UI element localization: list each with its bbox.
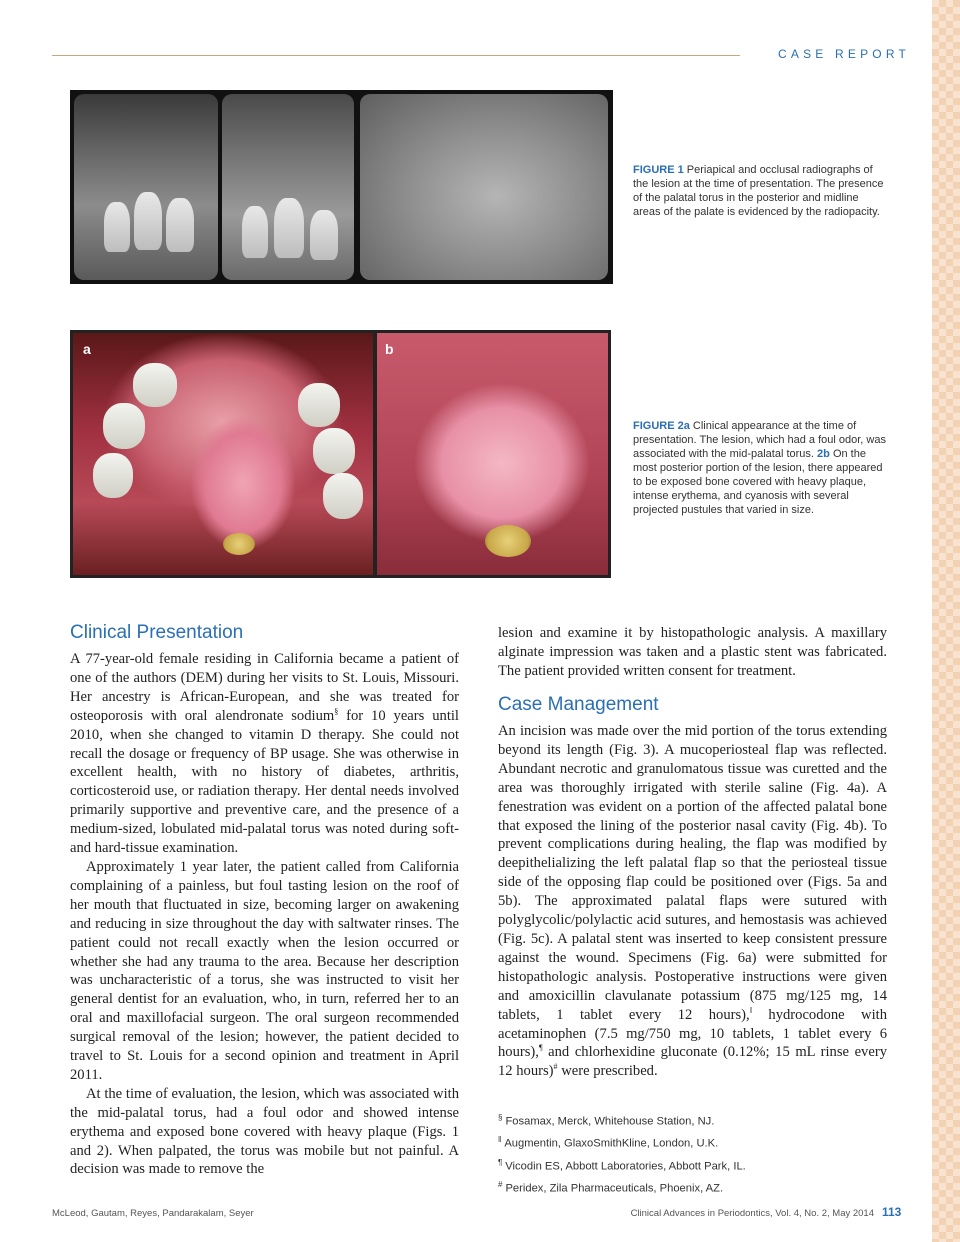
right-column-intro	[498, 624, 887, 681]
clinical-photo-b	[377, 333, 608, 575]
figure-1-caption	[633, 163, 887, 219]
footnotes	[498, 1109, 898, 1198]
decorative-side-strip	[932, 0, 960, 1242]
paragraph: Approximately 1 year later, the patient called from California complaining of a painless, but foul tasting lesion on the roof of her mouth that fluctuated in size, becoming larger on awakening and reducing in size throughout the day with saltwater rinses. The patient could not recall exactly when the lesion occurred or whether she had any trauma to the area. Because her description was uncharacteristic of a torus, she was instructed to visit her general dentist for an evaluation, who, in turn, referred her to an oral and maxillofacial surgeon. The oral surgeon recommended surgical removal of the lesion; however, the patient decided to travel to St. Louis for a second opinion and treatment in April 2011.	[70, 858, 459, 1083]
footnote-mark: ¶	[538, 1043, 543, 1053]
footnote: § Fosamax, Merck, Whitehouse Station, NJ.	[498, 1113, 715, 1128]
paragraph: An incision was made over the mid portion of the torus extending beyond its length (Fig. 3). A mucoperiosteal flap was reflected. Abundant necrotic and granulomatous tissue was curetted and the area was thoroughly irrigated with sterile saline (Fig. 4a). A fenestration was evident on a portion of the affected palatal bone that exposed the lining of the posterior nasal cavity (Fig. 4b). To prevent complications during healing, the flap was modified by deepithelializing the left palatal flap so that the periosteal tissue side of the opposing flap could be positioned over (Figs. 5a and 5b). The approximated palatal flaps were sutured with polyglycolic/polylactic acid sutures, and hemostasis was achieved (Fig. 5c). A palatal stent was inserted to keep consistent pressure against the wound. Specimens (Fig. 6a) were submitted for histopathologic analysis. Postoperative instructions were given and amoxicillin clavulanate potassium (875 mg/125 mg, 14 tablets, 1 tablet every 12 hours),‖ hydrocodone with acetaminophen (7.5 mg/750 mg, 10 tablets, 1 tablet every 6 hours),¶ and chlorhexidine gluconate (0.12%; 15 mL rinse every 12 hours)# were prescribed.	[498, 723, 888, 1080]
paragraph: At the time of evaluation, the lesion, which was associated with the mid-palatal torus, had a foul odor and showed intense erythema and exposed bone covered with heavy plaque (Figs. 1 and 2). When palpated, the torus was mobile but not painful. A decision was made to remove the	[70, 1085, 459, 1178]
figure-2b-caption-text: On the most posterior portion of the lesion, there appeared to be exposed bone covered with heavy plaque, intense erythema, and cyanosis with several projected pustules that varied in size.	[633, 448, 883, 516]
figure-1-caption-text: Periapical and occlusal radiographs of the lesion at the time of presentation. The presence of the palatal torus in the posterior and midline areas of the palate is evidenced by the radiopacity.	[633, 164, 884, 218]
panel-label-b: b	[385, 341, 394, 357]
figure-2-clinical-photos	[70, 330, 611, 578]
radiograph-periapical-left	[74, 94, 218, 280]
footer-authors: McLeod, Gautam, Reyes, Pandarakalam, Seyer	[52, 1208, 254, 1219]
footer-journal: Clinical Advances in Periodontics, Vol. 4, No. 2, May 2014	[630, 1208, 874, 1219]
figure-2b-label: 2b	[817, 448, 830, 460]
figure-2-caption	[633, 419, 887, 517]
header-rule	[52, 55, 740, 56]
footnote: ‖ Augmentin, GlaxoSmithKline, London, U.K.	[498, 1135, 719, 1151]
heading-clinical-presentation: Clinical Presentation	[70, 622, 244, 643]
footnote-mark: ‖	[749, 1005, 752, 1015]
figure-1-radiographs	[70, 90, 613, 284]
section-label: CASE REPORT	[778, 47, 910, 61]
paragraph: A 77-year-old female residing in California became a patient of one of the authors (DEM) during her visits to St. Louis, Missouri. Her ancestry is African-European, and she was treated for osteoporosis with oral alendronate sodium§ for 10 years until 2010, when she changed to vitamin D therapy. She could not recall the dosage or frequency of BP usage. She was otherwise in excellent health, with no history of diabetes, arthritis, corticosteroid use, or radiation therapy. Her dental needs involved primarily supportive and preventive care, and the presence of a medium-sized, lobulated mid-palatal torus was noted during soft- and hard-tissue examination.	[70, 651, 459, 857]
paragraph: lesion and examine it by histopathologic analysis. A maxillary alginate impression was taken and a plastic stent was fabricated. The patient provided written consent for treatment.	[498, 625, 887, 679]
heading-case-management: Case Management	[498, 694, 659, 715]
footnote-mark: #	[553, 1062, 558, 1072]
figure-2-label: FIGURE 2a	[633, 420, 690, 432]
figure-2a-caption-text: Clinical appearance at the time of presentation. The lesion, which had a foul odor, was associated with the mid-palatal torus.	[633, 420, 886, 460]
page-number: 113	[882, 1205, 902, 1219]
radiograph-occlusal	[360, 94, 608, 280]
radiograph-periapical-center	[222, 94, 354, 280]
footnote: # Peridex, Zila Pharmaceuticals, Phoenix, AZ.	[498, 1179, 724, 1195]
right-column-text	[498, 722, 887, 1081]
left-column-text	[70, 650, 459, 1179]
footnote-mark: §	[334, 706, 339, 716]
panel-label-a: a	[83, 341, 91, 357]
clinical-photo-a	[73, 333, 373, 575]
figure-1-label: FIGURE 1	[633, 164, 684, 176]
footnote: ¶ Vicodin ES, Abbott Laboratories, Abbott Park, IL.	[498, 1157, 746, 1173]
